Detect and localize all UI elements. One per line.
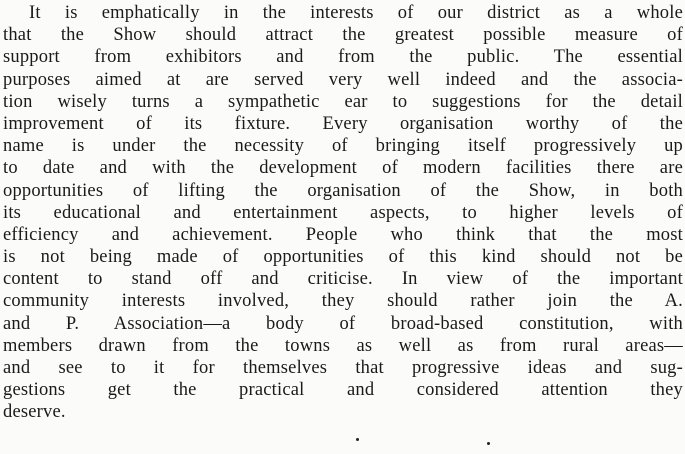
article-line: to date and with the development of modern facilities there are: [3, 158, 683, 179]
article-line: is not being made of opportunities of this kind should not be: [3, 247, 683, 268]
article-line: that the Show should attract the greatest possible measure of: [3, 25, 683, 46]
article-line: deserve.: [3, 402, 66, 423]
article-line: name is under the necessity of bringing itself progressively up: [3, 136, 683, 157]
article-line: and P. Association—a body of broad-based constitution, with: [3, 313, 683, 334]
article-line: content to stand off and criticise. In view of the important: [3, 269, 683, 290]
article-line: and see to it for themselves that progressive ideas and sug-: [3, 358, 683, 378]
article-line: It is emphatically in the interests of our district as a whole: [29, 3, 683, 23]
article-line: tion wisely turns a sympathetic ear to suggestions for the detail: [3, 91, 683, 112]
article-line: support from exhibitors and from the public. The essential: [3, 47, 683, 68]
print-speck: [487, 442, 490, 445]
article-line: opportunities of lifting the organisation of the Show, in both: [3, 180, 683, 201]
article-line: gestions get the practical and considered attention they: [3, 380, 683, 401]
article-line: its educational and entertainment aspects, to higher levels of: [3, 202, 683, 223]
article-line: members drawn from the towns as well as from rural areas—: [3, 335, 683, 356]
article-line: purposes aimed at are served very well indeed and the associa-: [3, 69, 683, 90]
article-line: efficiency and achievement. People who think that the most: [3, 224, 683, 245]
article-line: community interests involved, they should rather join the A.: [3, 291, 683, 312]
article-paragraph: [3, 2, 683, 424]
article-line: improvement of its fixture. Every organisation worthy of the: [3, 113, 683, 134]
print-speck: [356, 438, 359, 441]
